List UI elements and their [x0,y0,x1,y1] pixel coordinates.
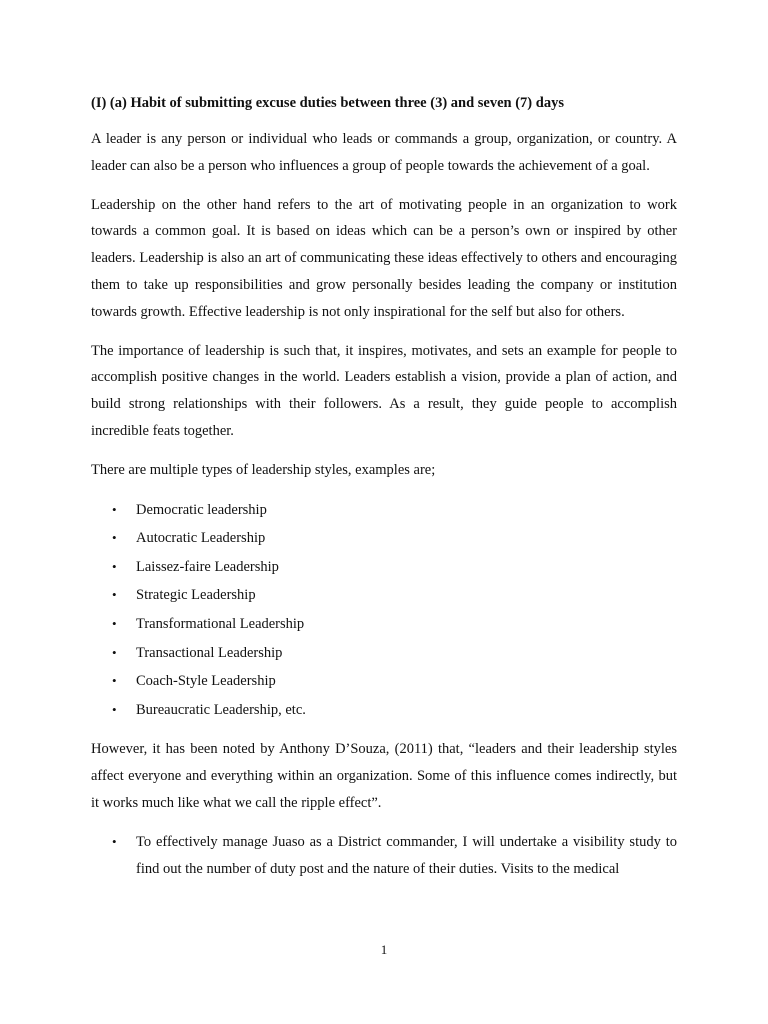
list-item [91,581,677,610]
bullet-icon: • [112,558,117,574]
action-list [91,829,677,883]
leadership-styles-list [91,496,677,725]
section-heading: (I) (a) Habit of submitting excuse duties between three (3) and seven (7) days [91,95,564,111]
list-item-text: Transactional Leadership [136,644,283,661]
bullet-icon: • [112,644,117,660]
paragraph-leadership-importance: The importance of leadership is such that, it inspires, motivates, and sets an example for people to accomplish positive changes in the world. Leaders establish a vision, provide a plan of action, and build strong relationships with their followers. As a result, they guide people to accomplish incredible feats together. [91,342,677,439]
list-item-text: Autocratic Leadership [136,530,266,547]
list-item-text: Bureaucratic Leadership, etc. [136,701,306,718]
list-item-text: Democratic leadership [136,501,267,518]
list-item [91,667,677,696]
list-item-text: Transformational Leadership [136,615,305,632]
page-number: 1 [380,942,388,957]
list-item-text: Strategic Leadership [136,587,256,604]
bullet-icon: • [112,530,117,546]
list-item-text: Coach-Style Leadership [136,673,276,690]
bullet-icon: • [112,833,117,849]
list-item [91,696,677,725]
list-item-text: Laissez-faire Leadership [136,558,279,575]
bullet-icon: • [112,615,117,631]
bullet-icon: • [112,501,117,517]
list-item [91,496,677,525]
paragraph-leader-definition: A leader is any person or individual who leads or commands a group, organization, or country. A leader can also be a person who influences a group of people towards the achievement of a goal. [91,131,677,174]
bullet-icon: • [112,701,117,717]
list-item [91,639,677,668]
list-item [91,553,677,582]
paragraph-dsouza-quote: However, it has been noted by Anthony D’Souza, (2011) that, “leaders and their leadership styles affect everyone and everything within an organization. Some of this influence comes indirectly, but it works much like what we call the ripple effect”. [91,741,677,811]
list-item [91,610,677,639]
list-item [91,829,677,883]
bullet-icon: • [112,673,117,689]
list-item-text: To effectively manage Juaso as a District commander, I will undertake a visibility study to find out the number of duty post and the nature of their duties. Visits to the medical [136,833,677,877]
document-page [91,92,677,894]
bullet-icon: • [112,587,117,603]
list-item [91,524,677,553]
paragraph-styles-intro: There are multiple types of leadership styles, examples are; [91,461,436,478]
paragraph-leadership-definition: Leadership on the other hand refers to the art of motivating people in an organization to work towards a common goal. It is based on ideas which can be a person’s own or inspired by other leaders. Leadership is also an art of communicating these ideas effectively to others and encouraging them to take up responsibilities and grow personally besides leading the company or institution towards growth. Effective leadership is not only inspirational for the self but also for others. [91,196,677,320]
